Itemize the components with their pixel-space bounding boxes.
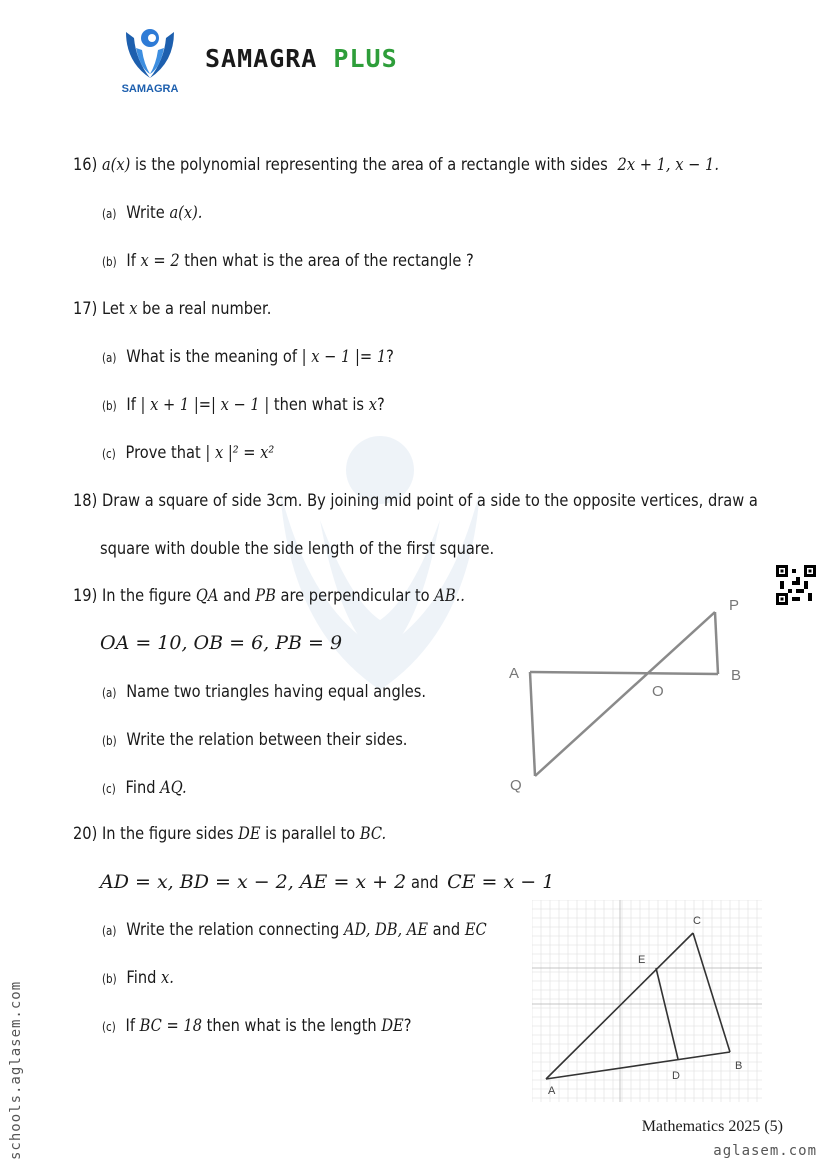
math: 2x + 1, x − 1. xyxy=(617,155,719,175)
fig20-label-c: C xyxy=(693,915,701,927)
brand-accent: PLUS xyxy=(333,44,398,73)
math: a(x) xyxy=(101,155,131,175)
fig20-label-d: D xyxy=(672,1070,680,1082)
math: AD = x, BD = x − 2, AE = x + 2 xyxy=(100,871,407,893)
fig20-label-e: E xyxy=(638,954,646,966)
part-label: (c) xyxy=(102,782,116,796)
fig19-label-o: O xyxy=(652,683,664,700)
question-19b xyxy=(102,730,407,750)
part-text: What is the meaning of xyxy=(126,347,298,367)
fig19-label-a: A xyxy=(509,665,520,682)
question-16 xyxy=(73,155,719,175)
math: QA xyxy=(195,586,219,606)
question-17a xyxy=(102,347,394,367)
math: AD, DB, AE xyxy=(343,920,429,940)
question-20-given xyxy=(100,871,554,893)
question-number: 16) xyxy=(73,155,98,175)
math: x = 2 xyxy=(140,251,180,271)
math: a(x). xyxy=(169,203,203,223)
question-18 xyxy=(73,491,758,511)
question-20a xyxy=(102,920,487,940)
question-19c xyxy=(102,778,187,798)
part-text: and xyxy=(432,920,461,940)
question-text: Draw a square of side 3cm. By joining mid point of a side to the opposite vertices, draw a xyxy=(101,491,758,511)
question-19-given: OA = 10, OB = 6, PB = 9 xyxy=(100,632,343,654)
qr-code-icon xyxy=(776,565,816,605)
question-text: are perpendicular to xyxy=(280,586,430,606)
part-text: then what is xyxy=(273,395,365,415)
brand-title xyxy=(205,44,398,73)
math: x xyxy=(368,395,377,415)
question-text: Let xyxy=(101,299,125,319)
question-text: and xyxy=(223,586,251,606)
part-text: and xyxy=(410,873,439,893)
question-text: be a real number. xyxy=(142,299,272,319)
question-number: 19) xyxy=(73,586,98,606)
math: DE xyxy=(381,1016,404,1036)
fig19-label-q: Q xyxy=(510,777,522,794)
part-text: Prove that xyxy=(125,443,201,463)
math: x xyxy=(129,299,138,319)
question-text: square with double the side length of the first square. xyxy=(100,539,495,559)
math: | x |² = x² xyxy=(205,443,275,463)
question-19a xyxy=(102,682,426,702)
question-number: 17) xyxy=(73,299,98,319)
part-text: Write the relation between their sides. xyxy=(126,730,408,750)
math: CE = x − 1 xyxy=(447,871,555,893)
question-number: 18) xyxy=(73,491,98,511)
math: | x + 1 |=| x − 1 | xyxy=(140,395,270,415)
part-text: then what is the length xyxy=(206,1016,377,1036)
part-text: ? xyxy=(376,395,385,415)
question-20b xyxy=(102,968,174,988)
part-text: Find xyxy=(126,968,157,988)
question-17c xyxy=(102,443,274,463)
question-number: 20) xyxy=(73,824,98,844)
part-label: (a) xyxy=(102,207,117,221)
part-text: then what is the area of the rectangle ? xyxy=(184,251,474,271)
math: PB xyxy=(255,586,276,606)
question-16b xyxy=(102,251,474,271)
logo-text: SAMAGRA xyxy=(121,83,179,95)
math: BC. xyxy=(359,824,387,844)
question-19 xyxy=(73,586,465,606)
part-text: Write xyxy=(126,203,165,223)
fig19-label-b: B xyxy=(731,667,742,684)
part-text: ? xyxy=(403,1016,412,1036)
question-18-line2 xyxy=(100,539,494,559)
question-text: In the figure xyxy=(101,586,192,606)
math: DE xyxy=(238,824,261,844)
samagra-logo-icon xyxy=(112,24,188,96)
math: BC = 18 xyxy=(139,1016,203,1036)
question-text: is parallel to xyxy=(265,824,356,844)
part-label: (b) xyxy=(102,399,117,413)
site-url: aglasem.com xyxy=(713,1143,817,1159)
brand-main: SAMAGRA xyxy=(205,44,318,73)
part-text: Write the relation connecting xyxy=(126,920,340,940)
figure-20-grid xyxy=(532,900,762,1102)
math: EC xyxy=(464,920,487,940)
math: AQ. xyxy=(160,778,187,798)
part-text: Find xyxy=(125,778,156,798)
question-17 xyxy=(73,299,271,319)
figure-20 xyxy=(532,900,762,1102)
question-17b xyxy=(102,395,385,415)
question-text: is the polynomial representing the area of a rectangle with sides xyxy=(134,155,608,175)
side-url: schools.aglasem.com xyxy=(8,980,24,1160)
math: AB.. xyxy=(434,586,465,606)
part-text: ? xyxy=(386,347,394,367)
part-label: (a) xyxy=(102,924,117,938)
part-text: Name two triangles having equal angles. xyxy=(126,682,427,702)
question-text: In the figure sides xyxy=(101,824,234,844)
fig20-label-b: B xyxy=(735,1060,743,1072)
part-label: (a) xyxy=(102,351,117,365)
fig19-label-p: P xyxy=(729,597,740,614)
figure-19 xyxy=(495,590,765,800)
part-label: (b) xyxy=(102,255,117,269)
page-footer: Mathematics 2025 (5) xyxy=(641,1118,783,1135)
math: x. xyxy=(161,968,174,988)
part-label: (c) xyxy=(102,1020,116,1034)
question-20 xyxy=(73,824,386,844)
part-label: (c) xyxy=(102,447,116,461)
part-label: (a) xyxy=(102,686,117,700)
part-text: If xyxy=(126,251,136,271)
part-label: (b) xyxy=(102,972,117,986)
question-20c xyxy=(102,1016,412,1036)
part-label: (b) xyxy=(102,734,117,748)
part-text: If xyxy=(126,395,136,415)
fig20-label-a: A xyxy=(548,1085,556,1097)
question-16a xyxy=(102,203,202,223)
part-text: If xyxy=(125,1016,136,1036)
math: | x − 1 |= 1 xyxy=(301,347,387,367)
